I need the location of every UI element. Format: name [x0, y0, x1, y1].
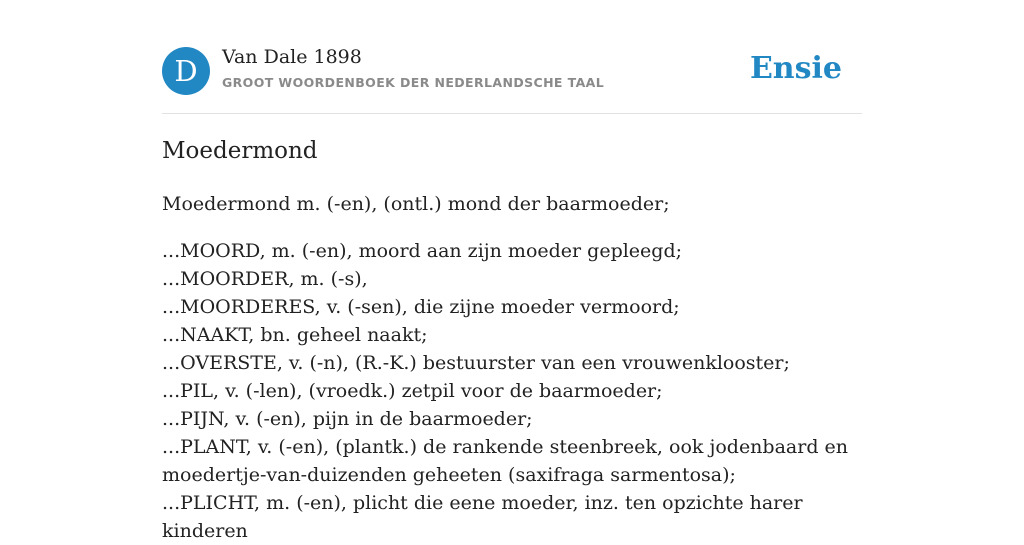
derived-entries-list	[162, 237, 862, 545]
derived-entry: ...PIL, v. (-len), (vroedk.) zetpil voor de baarmoeder;	[162, 380, 663, 402]
derived-entry: ...OVERSTE, v. (-n), (R.-K.) bestuurster van een vrouwenklooster;	[162, 352, 790, 374]
dictionary-logo-icon[interactable]: D	[162, 47, 210, 95]
entry-title: Moedermond	[162, 138, 318, 164]
ensie-brand-link[interactable]: Ensie	[749, 51, 842, 86]
derived-entry: ...MOORD, m. (-en), moord aan zijn moeder gepleegd;	[162, 240, 683, 262]
dictionary-title[interactable]: Van Dale 1898	[222, 46, 362, 68]
dictionary-subtitle: GROOT WOORDENBOEK DER NEDERLANDSCHE TAAL	[222, 75, 605, 90]
derived-entry: ...MOORDERES, v. (-sen), die zijne moeder vermoord;	[162, 296, 680, 318]
derived-entry: ...PIJN, v. (-en), pijn in de baarmoeder;	[162, 408, 533, 430]
derived-entry: ...NAAKT, bn. geheel naakt;	[162, 324, 428, 346]
derived-entry: ...PLICHT, m. (-en), plicht die eene moeder, inz. ten opzichte harer kinderen	[162, 492, 803, 542]
header	[162, 0, 862, 114]
entry-definition: Moedermond m. (-en), (ontl.) mond der baarmoeder;	[162, 193, 670, 215]
derived-entry: ...MOORDER, m. (-s),	[162, 268, 368, 290]
page	[162, 0, 862, 542]
derived-entry: ...PLANT, v. (-en), (plantk.) de rankende steenbreek, ook jodenbaard en moedertje-van-duizenden geheeten (saxifraga sarmentosa);	[162, 436, 849, 486]
